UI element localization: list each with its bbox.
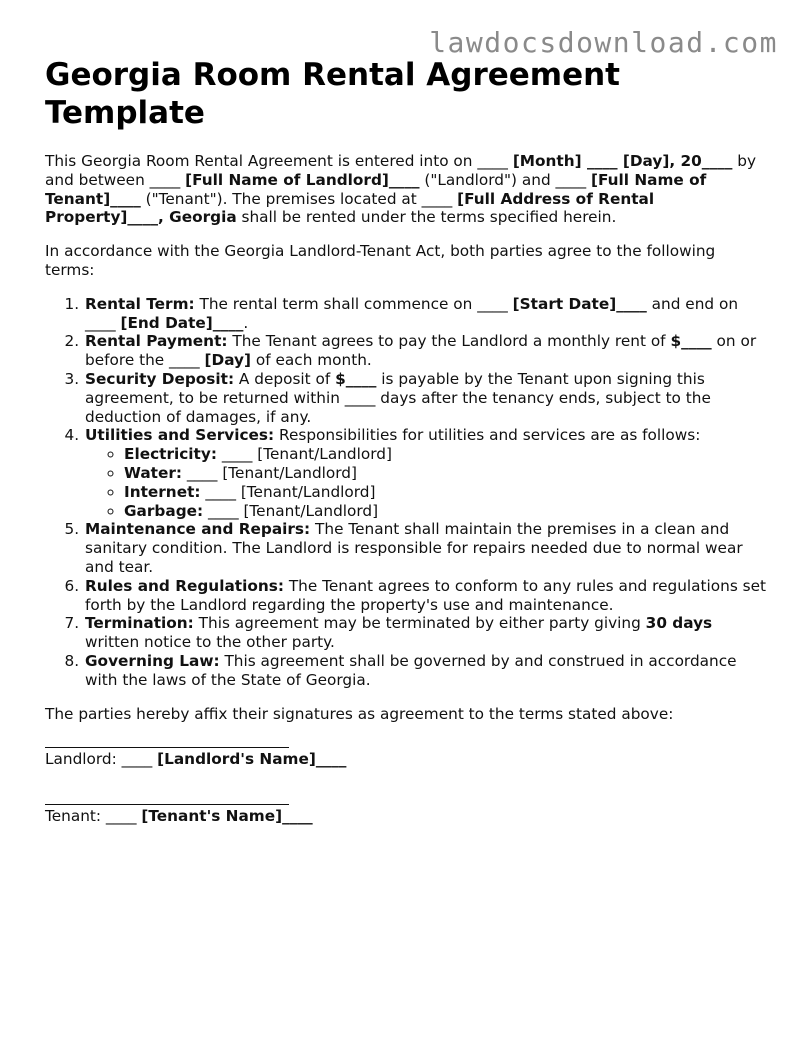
utility-label: Water:: [124, 463, 182, 482]
utility-label: Internet:: [124, 482, 201, 501]
term-label: Termination:: [85, 614, 194, 633]
utility-value: ____ [Tenant/Landlord]: [203, 501, 379, 520]
landlord-prefix: Landlord: ____: [45, 750, 158, 769]
term-rental-payment: [84, 332, 769, 370]
term-text: and end on ____: [85, 294, 739, 332]
document-title: Georgia Room Rental Agreement Template: [45, 57, 620, 131]
term-label: Rules and Regulations:: [85, 576, 284, 595]
term-termination: [84, 614, 769, 652]
term-rules: [84, 577, 769, 615]
end-date-placeholder: [End Date]____: [120, 313, 244, 332]
term-label: Governing Law:: [85, 651, 220, 670]
term-text: on or before the ____: [85, 332, 757, 370]
term-maintenance: [84, 520, 769, 576]
intro-text: ("Landlord") and ____: [419, 170, 591, 189]
deposit-amount-placeholder: $____: [335, 369, 377, 388]
terms-list: [45, 295, 769, 690]
term-label: Rental Term:: [85, 294, 195, 313]
term-utilities: [84, 426, 769, 520]
term-text: A deposit of: [234, 369, 336, 388]
address-placeholder: [Full Address of Rental Property]____, Georgia: [45, 189, 655, 227]
utility-electricity: [124, 445, 769, 464]
tenant-prefix: Tenant: ____: [45, 807, 142, 826]
utility-value: ____ [Tenant/Landlord]: [216, 445, 392, 464]
term-text: written notice to the other party.: [85, 633, 335, 652]
tenant-signature-label: [45, 807, 769, 826]
utility-label: Electricity:: [124, 445, 217, 464]
term-security-deposit: [84, 370, 769, 426]
term-text: The Tenant shall maintain the premises in a clean and sanitary condition. The Landlord is responsible for repairs needed due to normal wear and tear.: [85, 520, 743, 576]
term-text: of each month.: [251, 351, 372, 370]
start-date-placeholder: [Start Date]____: [512, 294, 647, 313]
term-governing-law: [84, 652, 769, 690]
term-text: is payable by the Tenant upon signing this agreement, to be returned within ____ days after the tenancy ends, subject to the deduction of damages, if any.: [85, 369, 711, 426]
term-text: .: [243, 313, 249, 332]
intro-text: by and between ____: [45, 152, 757, 189]
intro-text: This Georgia Room Rental Agreement is entered into on ____: [45, 152, 513, 170]
document-page: [45, 56, 769, 826]
term-text: Responsibilities for utilities and services are as follows:: [274, 426, 701, 445]
utility-water: [124, 464, 769, 483]
intro-text: shall be rented under the terms specified herein.: [236, 208, 617, 227]
intro-paragraph: [45, 152, 769, 227]
watermark: lawdocsdownload.com: [429, 26, 778, 59]
term-label: Rental Payment:: [85, 332, 228, 351]
accordance-paragraph: In accordance with the Georgia Landlord-Tenant Act, both parties agree to the following terms:: [45, 242, 716, 279]
landlord-name-placeholder: [Full Name of Landlord]____: [185, 170, 420, 189]
tenant-name-field: [Tenant's Name]____: [141, 807, 313, 826]
term-label: Security Deposit:: [85, 369, 235, 388]
affix-paragraph: The parties hereby affix their signatures as agreement to the terms stated above:: [45, 704, 674, 723]
term-label: Utilities and Services:: [85, 426, 275, 445]
utility-garbage: [124, 502, 769, 521]
landlord-signature-line[interactable]: [45, 741, 289, 748]
term-text: The rental term shall commence on ____: [194, 294, 513, 313]
utility-value: ____ [Tenant/Landlord]: [182, 463, 357, 482]
landlord-signature-label: [45, 750, 769, 769]
intro-text: ("Tenant"). The premises located at ____: [140, 189, 458, 208]
term-text: The Tenant agrees to pay the Landlord a monthly rent of: [227, 332, 671, 351]
utility-value: ____ [Tenant/Landlord]: [200, 482, 376, 501]
landlord-name-field: [Landlord's Name]____: [157, 750, 347, 769]
term-text: This agreement may be terminated by either party giving: [193, 614, 646, 633]
notice-period: 30 days: [645, 614, 713, 633]
utility-internet: [124, 483, 769, 502]
tenant-signature-line[interactable]: [45, 798, 289, 805]
term-text: This agreement shall be governed by and construed in accordance with the laws of the State of Georgia.: [85, 651, 737, 689]
rent-amount-placeholder: $____: [670, 332, 712, 351]
date-placeholder: [Month] ____ [Day], 20____: [512, 152, 733, 170]
utilities-list: [85, 445, 769, 520]
day-placeholder: [Day]: [204, 351, 252, 370]
term-text: The Tenant agrees to conform to any rules and regulations set forth by the Landlord regarding the property's use and maintenance.: [85, 576, 767, 614]
utility-label: Garbage:: [124, 501, 204, 520]
term-label: Maintenance and Repairs:: [85, 520, 311, 539]
term-rental-term: [84, 295, 769, 333]
tenant-name-placeholder: [Full Name of Tenant]____: [45, 170, 707, 208]
